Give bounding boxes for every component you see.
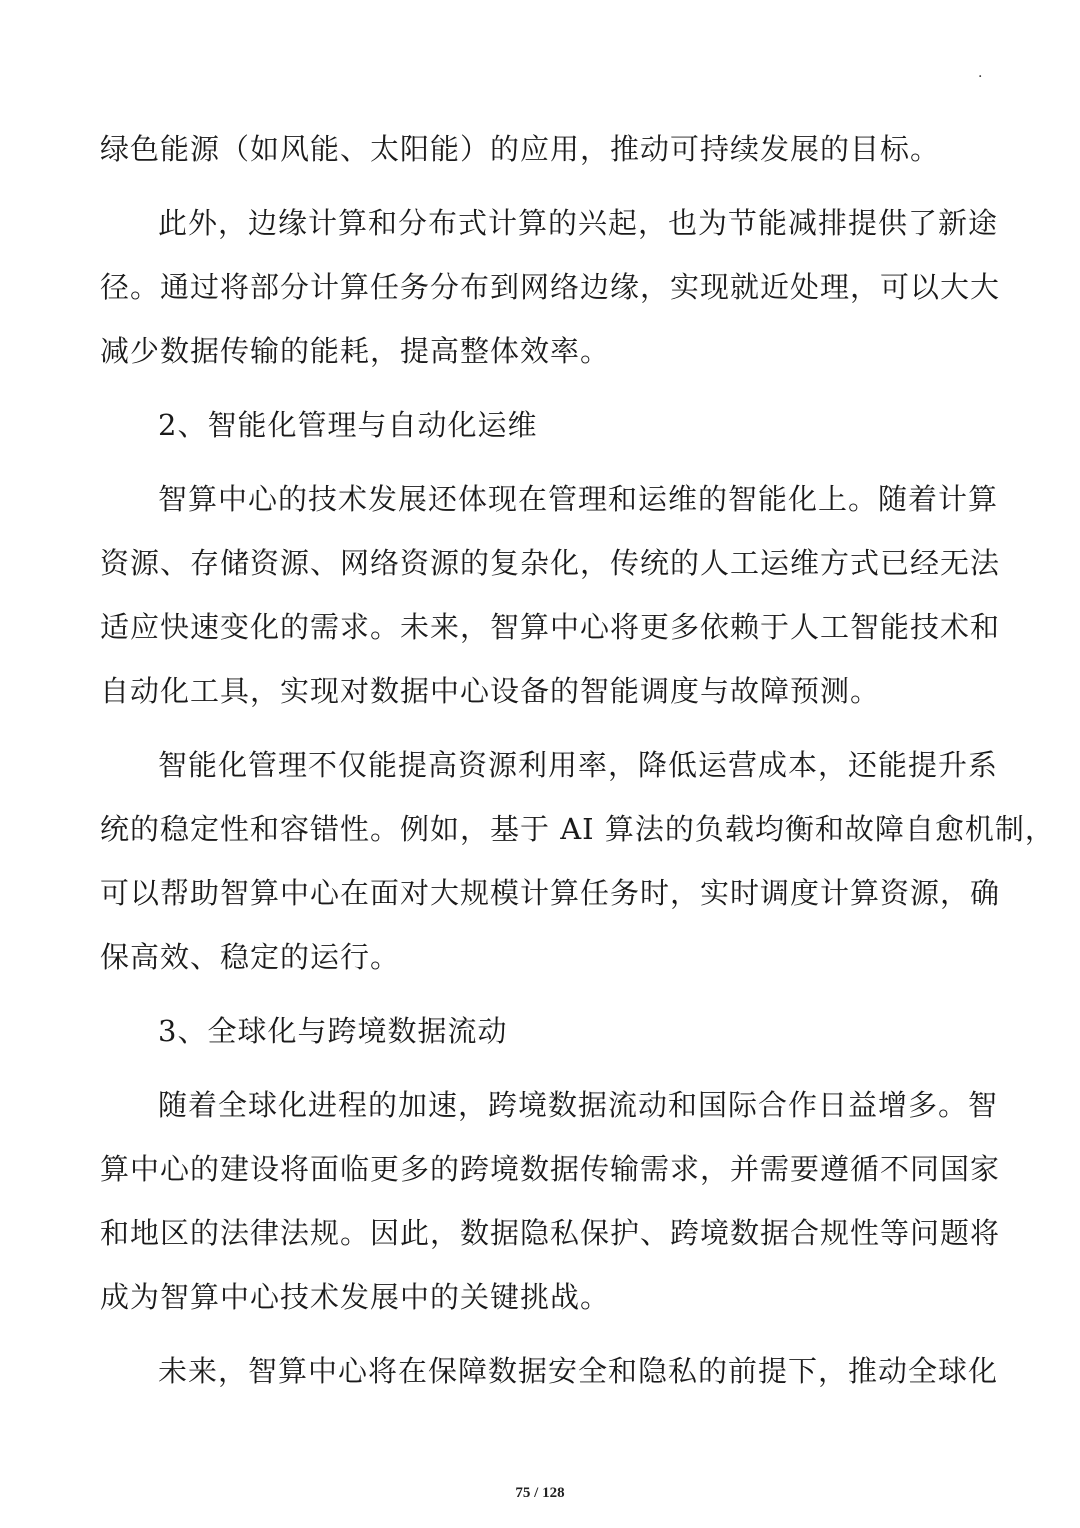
paragraph-line: 绿色能源（如风能、太阳能）的应用，推动可持续发展的目标。 <box>100 132 941 166</box>
paragraph-line: 和地区的法律法规。因此，数据隐私保护、跨境数据合规性等问题将 <box>100 1216 1001 1250</box>
paragraph-line: 统的稳定性和容错性。例如，基于 AI 算法的负载均衡和故障自愈机制， <box>100 812 1055 846</box>
section-heading: 2、智能化管理与自动化运维 <box>158 408 538 442</box>
paragraph-line: 智算中心的技术发展还体现在管理和运维的智能化上。随着计算 <box>158 482 999 516</box>
paragraph-line: 径。通过将部分计算任务分布到网络边缘，实现就近处理，可以大大 <box>100 270 1001 304</box>
section-heading: 3、全球化与跨境数据流动 <box>158 1014 508 1048</box>
paragraph-line: 保高效、稳定的运行。 <box>100 940 401 974</box>
document-body <box>100 117 1055 1403</box>
paragraph-line: 减少数据传输的能耗，提高整体效率。 <box>100 334 611 368</box>
paragraph-line: 未来，智算中心将在保障数据安全和隐私的前提下，推动全球化 <box>158 1354 999 1388</box>
paragraph-line: 适应快速变化的需求。未来，智算中心将更多依赖于人工智能技术和 <box>100 610 1001 644</box>
paragraph-line: 此外，边缘计算和分布式计算的兴起，也为节能减排提供了新途 <box>158 206 999 240</box>
paragraph-line: 可以帮助智算中心在面对大规模计算任务时，实时调度计算资源，确 <box>100 876 1001 910</box>
paragraph-line: 资源、存储资源、网络资源的复杂化，传统的人工运维方式已经无法 <box>100 546 1001 580</box>
corner-dot-mark: · <box>978 69 983 85</box>
paragraph-line: 自动化工具，实现对数据中心设备的智能调度与故障预测。 <box>100 674 881 708</box>
paragraph-line: 成为智算中心技术发展中的关键挑战。 <box>100 1280 611 1314</box>
paragraph-line: 随着全球化进程的加速，跨境数据流动和国际合作日益增多。智 <box>158 1088 999 1122</box>
paragraph-line: 算中心的建设将面临更多的跨境数据传输需求，并需要遵循不同国家 <box>100 1152 1001 1186</box>
paragraph-line: 智能化管理不仅能提高资源利用率，降低运营成本，还能提升系 <box>158 748 999 782</box>
page-number: 75 / 128 <box>515 1485 565 1501</box>
